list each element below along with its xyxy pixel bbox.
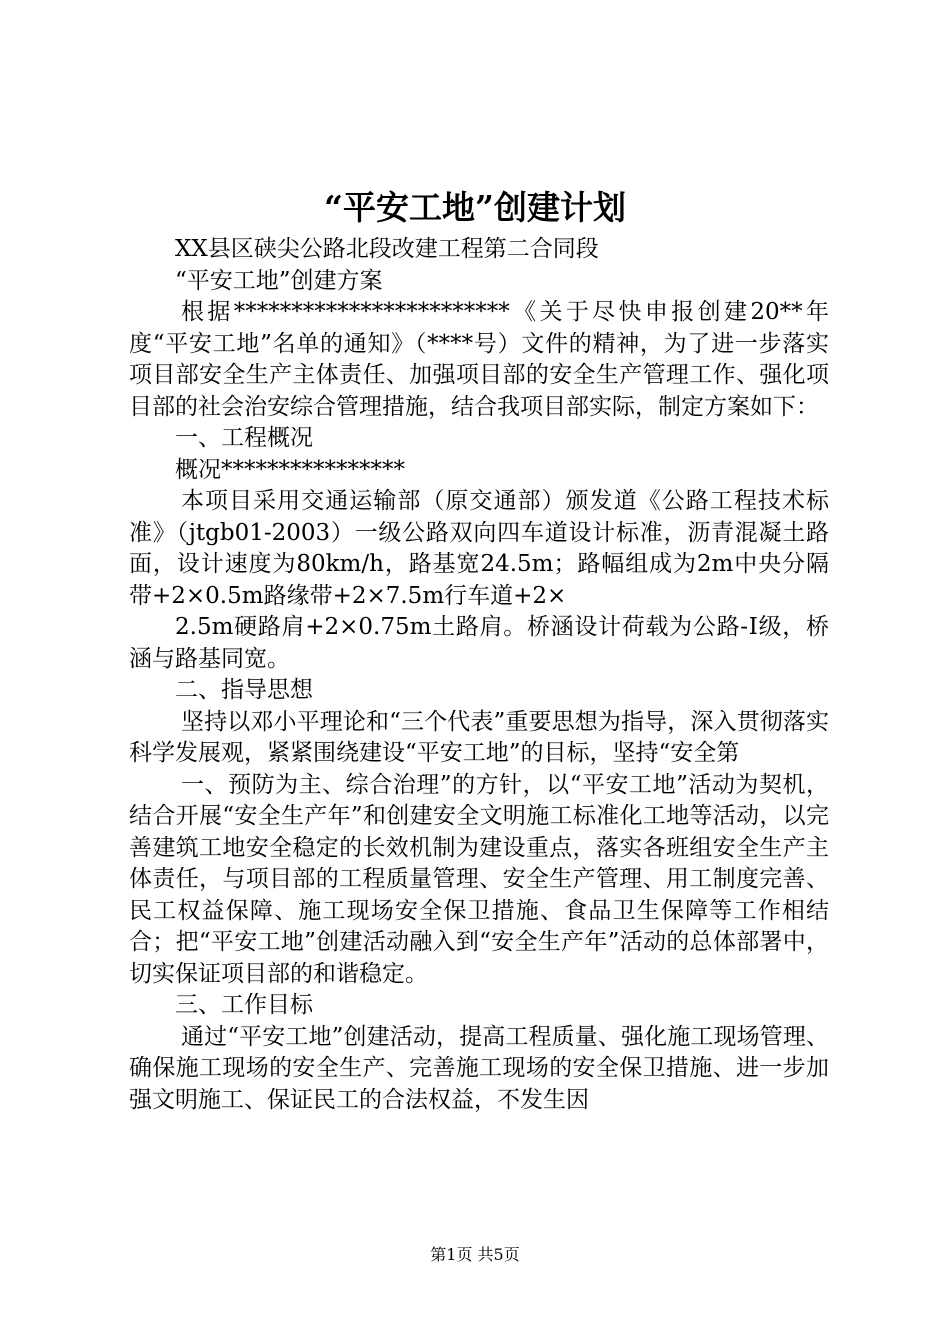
work-goals-paragraph: 通过“平安工地”创建活动，提高工程质量、强化施工现场管理、确保施工现场的安全生产、完善施工现场的安全保卫措施、进一步加强文明施工、保证民工的合法权益，不发生因 [129,1023,829,1113]
overview-label: 概况**************** [175,456,405,483]
project-name-line: XX县区硖尖公路北段改建工程第二合同段 [175,236,599,262]
intro-paragraph: 根据************************《关于尽快申报创建20**年度“平安工地”名单的通知》（****号）文件的精神，为了进一步落实项目部安全生产主体责任、加强项目部的安全生产管理工作、强化项目部的社会治安综合管理措施，结合我项目部实际，制定方案如下： [129,299,829,420]
plan-subtitle: “平安工地”创建方案 [175,267,383,294]
overview-paragraph: 本项目采用交通运输部（原交通部）颁发道《公路工程技术标准》（jtgb01-2003）一级公路双向四车道设计标准，沥青混凝土路面，设计速度为80km/h，路基宽24.5m；路幅组成为2m中央分隔带+2×0.5m路缘带+2×7.5m行车道+2× [129,488,829,609]
section-heading-overview: 一、工程概况 [175,425,313,451]
page-number-footer: 第1页 共5页 [430,1245,520,1264]
guiding-thought-paragraph: 坚持以邓小平理论和“三个代表”重要思想为指导，深入贯彻落实科学发展观，紧紧围绕建设“平安工地”的目标，坚持“安全第 [129,708,829,766]
document-title: “平安工地”创建计划 [324,188,626,227]
policy-paragraph: 一、预防为主、综合治理”的方针，以“平安工地”活动为契机，结合开展“安全生产年”和创建安全文明施工标准化工地等活动，以完善建筑工地安全稳定的长效机制为建设重点，落实各班组安全生产主体责任，与项目部的工程质量管理、安全生产管理、用工制度完善、民工权益保障、施工现场安全保卫措施、食品卫生保障等工作相结合；把“平安工地”创建活动融入到“安全生产年”活动的总体部署中，切实保证项目部的和谐稳定。 [129,771,829,987]
document-body [129,234,829,1116]
section-heading-work-goals: 三、工作目标 [175,992,313,1018]
section-heading-guiding-thought: 二、指导思想 [175,677,313,703]
overview-paragraph-continued: 2.5m硬路肩+2×0.75m土路肩。桥涵设计荷载为公路-Ⅰ级，桥涵与路基同宽。 [129,614,829,672]
